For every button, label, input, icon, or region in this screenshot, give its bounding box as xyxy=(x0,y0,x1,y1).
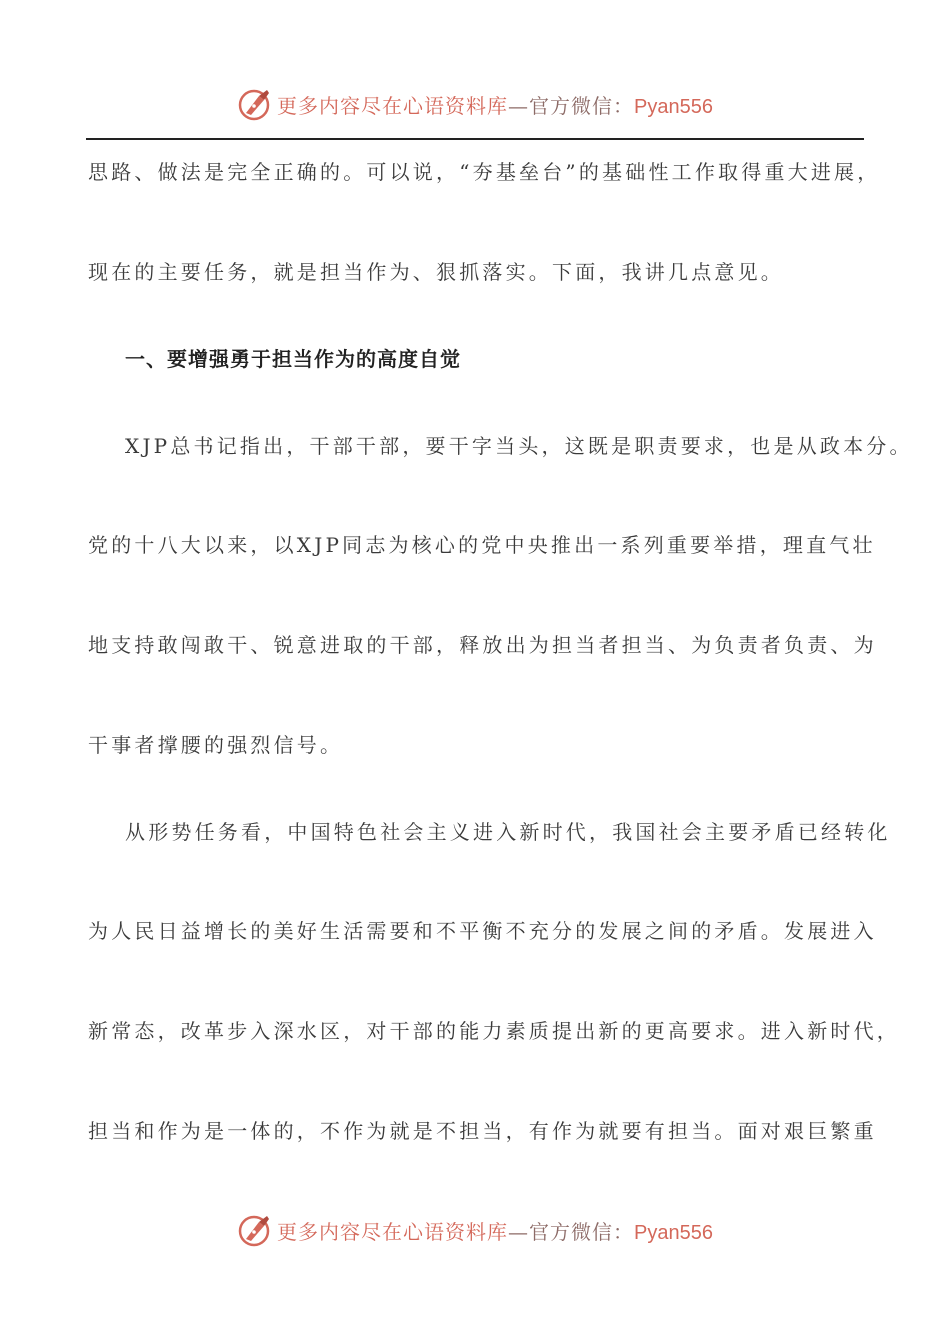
text-line: 新常态，改革步入深水区，对干部的能力素质提出新的更高要求。进入新时代， xyxy=(88,1019,900,1043)
section-heading: 一、要增强勇于担当作为的高度自觉 xyxy=(125,347,461,371)
text-line: XJP总书记指出，干部干部，要干字当头，这既是职责要求，也是从政本分。 xyxy=(125,434,913,458)
banner-text xyxy=(277,90,713,119)
text-line: 为人民日益增长的美好生活需要和不平衡不充分的发展之间的矛盾。发展进入 xyxy=(88,919,877,943)
banner-main: 更多内容尽在心语资料库 xyxy=(277,93,509,118)
banner-dash: — xyxy=(508,1219,530,1244)
pen-nib-logo-icon xyxy=(237,1212,273,1248)
text-line: 担当和作为是一体的，不作为就是不担当，有作为就要有担当。面对艰巨繁重 xyxy=(88,1119,877,1143)
text-line: 思路、做法是完全正确的。可以说，“夯基垒台”的基础性工作取得重大进展， xyxy=(88,160,881,184)
text-line: 地支持敢闯敢干、锐意进取的干部，释放出为担当者担当、为负责者负责、为 xyxy=(88,633,877,657)
banner-handle: Pyan556 xyxy=(634,95,713,118)
banner-dash: — xyxy=(508,93,530,118)
text-line: 现在的主要任务，就是担当作为、狠抓落实。下面，我讲几点意见。 xyxy=(88,260,784,284)
banner-main: 更多内容尽在心语资料库 xyxy=(277,1219,509,1244)
banner-text xyxy=(277,1216,713,1245)
text-line: 干事者撑腰的强烈信号。 xyxy=(88,733,344,757)
pen-nib-logo-icon xyxy=(237,86,273,122)
text-line: 党的十八大以来，以XJP同志为核心的党中央推出一系列重要举措，理直气壮 xyxy=(88,533,876,557)
banner-official: 官方微信： xyxy=(529,1219,635,1244)
header-banner xyxy=(0,84,950,124)
footer-banner xyxy=(0,1210,950,1250)
banner-handle: Pyan556 xyxy=(634,1221,713,1244)
header-divider xyxy=(86,138,864,140)
banner-official: 官方微信： xyxy=(529,93,635,118)
text-line: 从形势任务看，中国特色社会主义进入新时代，我国社会主要矛盾已经转化 xyxy=(125,820,891,844)
